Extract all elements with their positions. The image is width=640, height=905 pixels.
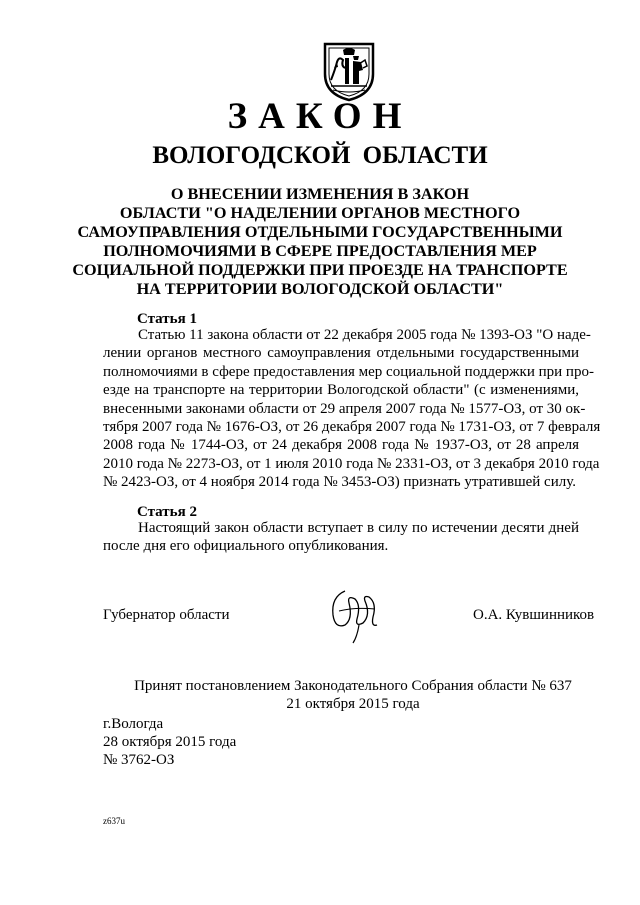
article-2-text	[103, 519, 579, 556]
text-line: после дня его официального опубликования.	[103, 538, 389, 555]
text-line: Настоящий закон области вступает в силу по истечении десяти дней	[138, 520, 579, 536]
text-line: полномочиями в сфере предоставления мер социальной поддержки при про-	[103, 363, 594, 380]
law-number: № 3762-ОЗ	[103, 751, 175, 768]
adoption-note	[0, 678, 640, 713]
text-line: лении органов местного самоуправления отдельными государственными	[103, 345, 579, 362]
signing-date: 28 октября 2015 года	[103, 733, 237, 750]
article-1-text	[103, 326, 601, 492]
subject-line: ОБЛАСТИ "О НАДЕЛЕНИИ ОРГАНОВ МЕСТНОГО	[119, 204, 521, 222]
text-line: езде на транспорте на территории Вологодской области" (с изменениями,	[103, 382, 579, 399]
article-1-title: Статья 1	[137, 311, 197, 327]
subject-line: СОЦИАЛЬНОЙ ПОДДЕРЖКИ ПРИ ПРОЕЗДЕ НА ТРАНСПОРТЕ	[72, 261, 568, 279]
text-line: 2010 года № 2273-ОЗ, от 1 июля 2010 года № 2331-ОЗ, от 3 декабря 2010 года	[103, 455, 600, 472]
subject-line: НА ТЕРРИТОРИИ ВОЛОГОДСКОЙ ОБЛАСТИ"	[136, 280, 504, 298]
signature-icon	[325, 585, 385, 645]
signatory-name: О.А. Кувшинников	[473, 607, 595, 623]
law-subject	[60, 185, 580, 299]
region-title: ВОЛОГОДСКОЙ ОБЛАСТИ	[152, 142, 488, 169]
text-line: внесенными законами области от 29 апреля 2007 года № 1577-ОЗ, от 30 ок-	[103, 400, 586, 417]
article-2-title: Статья 2	[137, 504, 197, 520]
adoption-line: Принят постановлением Законодательного Собрания области № 637	[134, 678, 572, 694]
text-line: № 2423-ОЗ, от 4 ноября 2014 года № 3453-ОЗ) признать утратившей силу.	[103, 474, 576, 491]
city: г.Вологда	[103, 716, 164, 732]
text-line: тября 2007 года № 1676-ОЗ, от 26 декабря 2007 года № 1731-ОЗ, от 7 февраля	[103, 419, 601, 436]
subject-line: ПОЛНОМОЧИЯМИ В СФЕРЕ ПРЕДОСТАВЛЕНИЯ МЕР	[103, 242, 537, 260]
subject-line: САМОУПРАВЛЕНИЯ ОТДЕЛЬНЫМИ ГОСУДАРСТВЕННЫМИ	[77, 223, 563, 241]
adoption-date: 21 октября 2015 года	[286, 695, 420, 712]
text-line: Статью 11 закона области от 22 декабря 2005 года № 1393-ОЗ "О наде-	[138, 327, 591, 343]
coat-of-arms-icon	[323, 40, 375, 102]
text-line: 2008 года № 1744-ОЗ, от 24 декабря 2008 года № 1937-ОЗ, от 28 апреля	[103, 437, 579, 454]
footer-code: z637u	[103, 816, 125, 826]
subject-line: О ВНЕСЕНИИ ИЗМЕНЕНИЯ В ЗАКОН	[170, 185, 470, 203]
law-title: ЗАКОН	[227, 96, 413, 137]
place-and-date	[103, 716, 236, 769]
signatory-title: Губернатор области	[103, 607, 230, 623]
